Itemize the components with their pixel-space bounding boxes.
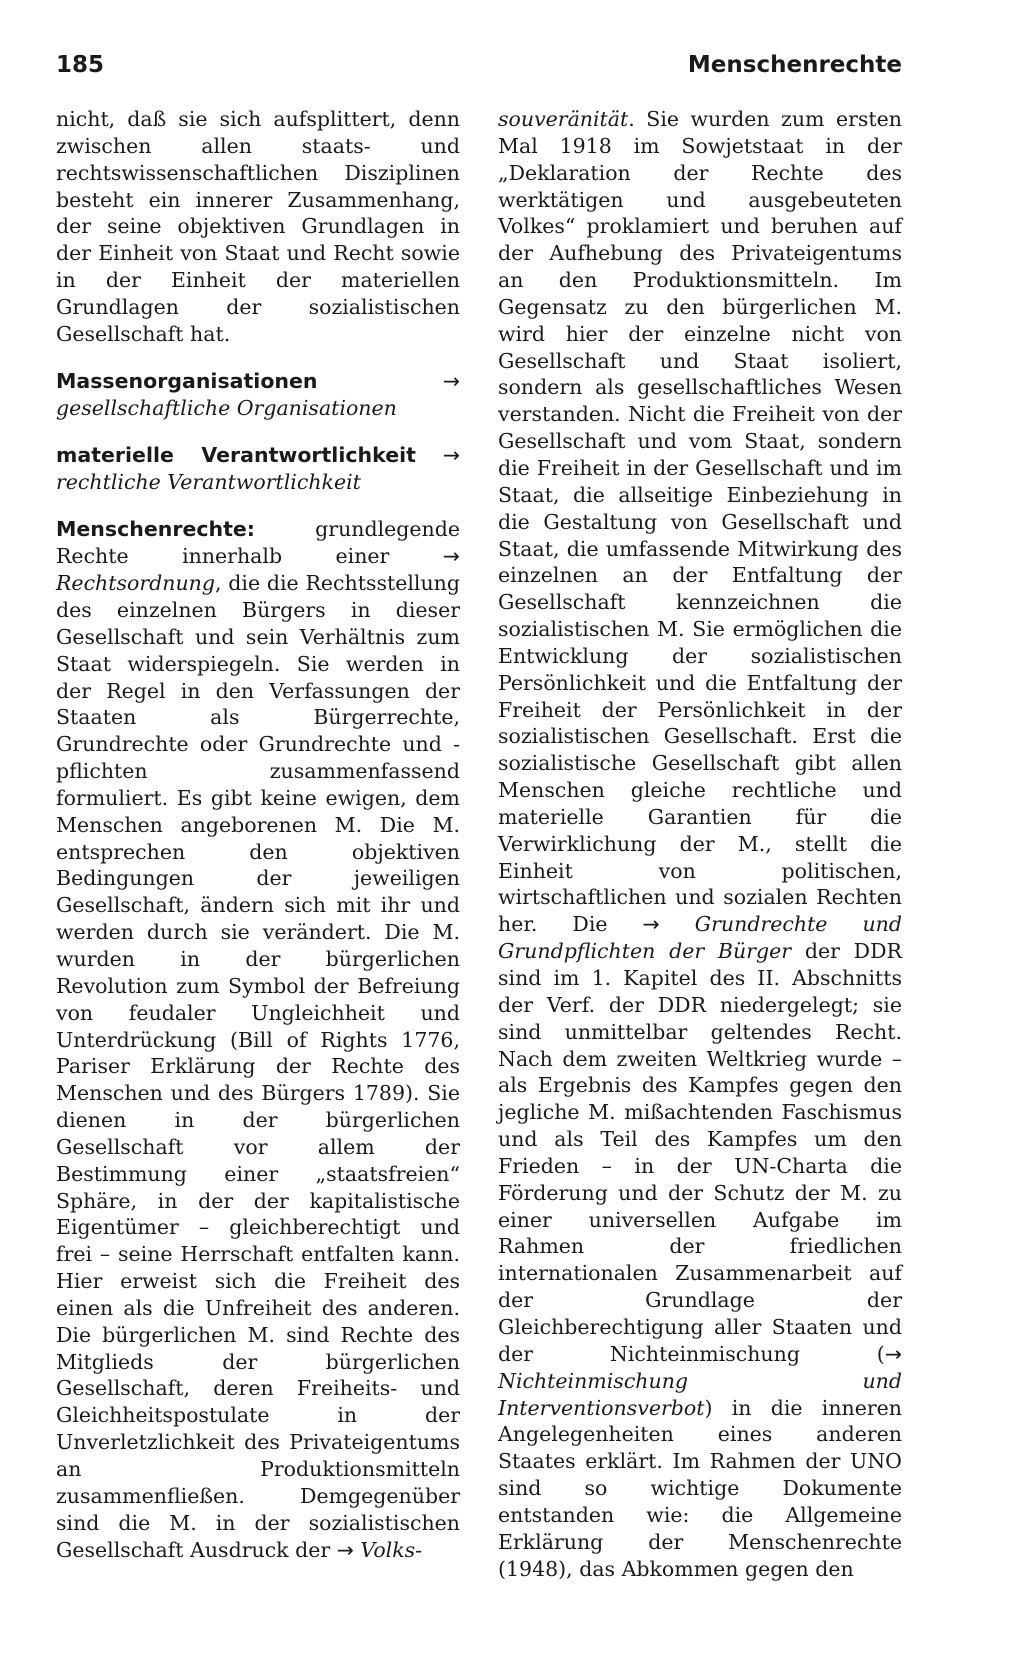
cross-reference-arrow-icon: → bbox=[642, 912, 660, 937]
cross-reference: gesellschaftliche Organisationen bbox=[56, 395, 397, 420]
running-head: Menschenrechte bbox=[687, 52, 902, 78]
entry-massenorganisationen bbox=[56, 368, 460, 422]
cross-reference: Nichteinmischung und Interventionsverbot bbox=[498, 1368, 902, 1420]
right-column bbox=[498, 106, 902, 1603]
page-number: 185 bbox=[56, 52, 105, 78]
entry-text: ) in die inneren Angelegenheiten eines anderen Staates erklärt. Im Rahmen der UNO sind so wichtige Dokumente entstanden wie: die Allgemeine Erklärung der Menschenrechte (1948), das Abkommen gegen den bbox=[498, 1395, 902, 1581]
entry-text: grundlegende Rechte innerhalb einer bbox=[56, 517, 460, 569]
cross-reference: Volks- bbox=[360, 1537, 423, 1562]
cross-reference: souveränität bbox=[498, 107, 629, 131]
cross-reference-arrow-icon: → bbox=[442, 544, 460, 569]
left-column bbox=[56, 106, 460, 1584]
entry-term: Menschenrechte: bbox=[56, 517, 256, 542]
cross-reference: Grundrechte und Grundpflichten der Bürger bbox=[498, 912, 902, 964]
continued-paragraph bbox=[56, 106, 460, 348]
page-header bbox=[56, 52, 902, 92]
continued-text: nicht, daß sie sich aufsplittert, denn zwischen allen staats- und rechtswissenschaftlichen Disziplinen besteht ein innerer Zusammenhang, der seine objektiven Grundlagen in der Einheit von Staat und Recht sowie in der Einheit der materiellen Grundlagen der sozialistischen Gesellschaft hat. bbox=[56, 107, 460, 346]
cross-reference: rechtliche Verantwortlichkeit bbox=[56, 470, 361, 495]
entry-term: materielle Verantwortlichkeit bbox=[56, 443, 416, 468]
cross-reference-arrow-icon: → bbox=[442, 443, 460, 468]
entry-menschenrechte bbox=[56, 516, 460, 1563]
cross-reference-arrow-icon: → bbox=[884, 1341, 902, 1366]
entry-materielle-verantwortlichkeit bbox=[56, 442, 460, 496]
entry-text: , die die Rechtsstellung des einzelnen Bürgers in dieser Gesellschaft und sein Verhältnis zum Staat widerspiegeln. Sie werden in der Regel in den Verfassungen der Staaten als Bürgerrechte, Grundrechte oder Grundrechte und -pflichten zusammenfassend formuliert. Es gibt keine ewigen, dem Menschen angeborenen M. Die M. entsprechen den objektiven Bedingungen der jeweiligen Gesellschaft, ändern sich mit ihr und werden durch sie verändert. Die M. wurden in der bürgerlichen Revolution zum Symbol der Befreiung von feudaler Ungleichheit und Unterdrückung (Bill of Rights 1776, Pariser Erklärung der Rechte des Menschen und des Bürgers 1789). Sie dienen in der bürgerlichen Gesellschaft vor allem der Bestimmung einer „staatsfreien“ Sphäre, in der der kapitalistische Eigentümer – gleichberechtigt und frei – seine Herrschaft entfalten kann. Hier erweist sich die Freiheit des einen als die Unfreiheit des anderen. Die bürgerlichen M. sind Rechte des Mitglieds der bürgerlichen Gesellschaft, deren Freiheits- und Gleichheitspostulate in der Unverletzlichkeit des Privateigentums an Produktionsmitteln zusammenfließen. Demgegenüber sind die M. in der sozialistischen Gesellschaft Ausdruck der bbox=[56, 571, 460, 1562]
cross-reference-arrow-icon: → bbox=[336, 1537, 354, 1562]
entry-text: . Sie wurden zum ersten Mal 1918 im Sowjetstaat in der „Deklaration der Rechte des werktätigen und ausgebeuteten Volkes“ proklamiert und beruhen auf der Aufhebung des Privateigentums an den Produktionsmitteln. Im Gegensatz zu den bürgerlichen M. wird hier der einzelne nicht von Gesellschaft und Staat isoliert, sondern als gesellschaftliches Wesen verstanden. Nicht die Freiheit von der Gesellschaft und vom Staat, sondern die Freiheit in der Gesellschaft und im Staat, die allseitige Einbeziehung in die Gestaltung von Gesellschaft und Staat, die umfassende Mitwirkung des einzelnen an der Entfaltung der Gesellschaft kennzeichnen die sozialistischen M. Sie ermöglichen die Entwicklung der sozialistischen Persönlichkeit und die Entfaltung der Freiheit der Persönlichkeit in der sozialistischen Gesellschaft. Erst die sozialistische Gesellschaft gibt allen Menschen gleiche rechtliche und materielle Garantien für die Verwirklichung der M., stellt die Einheit von politischen, wirtschaftlichen und sozialen Rechten her. Die bbox=[498, 107, 902, 937]
entry-text: der DDR sind im 1. Kapitel des II. Abschnitts der Verf. der DDR niedergelegt; sie sind unmittelbar geltendes Recht. Nach dem zweiten Weltkrieg wurde – als Ergebnis des Kampfes gegen den jegliche M. mißachtenden Faschismus und als Teil des Kampfes um den Frieden – in der UN-Charta die Förderung und der Schutz der M. zu einer universellen Aufgabe im Rahmen der friedlichen internationalen Zusammenarbeit auf der Grundlage der Gleichberechtigung aller Staaten und der Nichteinmischung ( bbox=[498, 939, 902, 1366]
entry-term: Massenorganisationen bbox=[56, 369, 318, 394]
cross-reference: Rechtsordnung bbox=[56, 571, 216, 596]
entry-menschenrechte-continued bbox=[498, 106, 902, 1582]
cross-reference-arrow-icon: → bbox=[442, 369, 460, 394]
